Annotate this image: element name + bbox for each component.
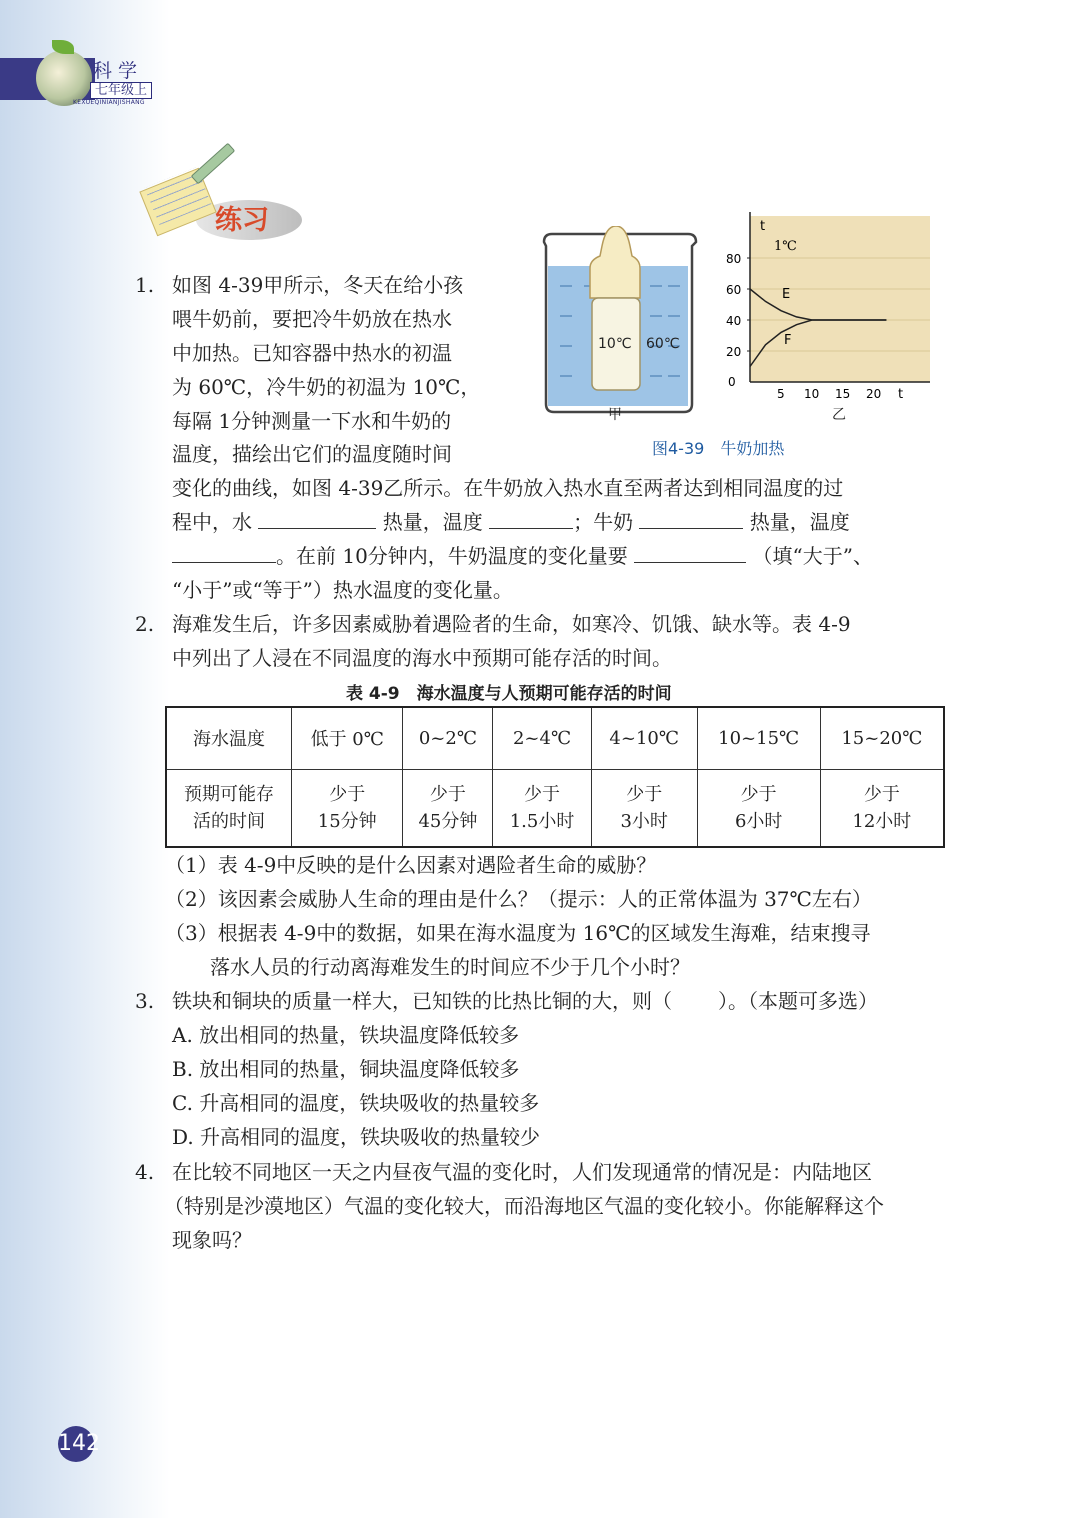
q1-line: 中加热。已知容器中热水的初温: [172, 341, 452, 365]
x-axis-title: t: [898, 387, 904, 402]
x-tick-label: 20: [866, 387, 882, 401]
answer-blank[interactable]: [172, 540, 276, 563]
q1-line-blanks: [172, 539, 873, 573]
table-cell: 0~2℃: [403, 707, 493, 769]
curve-f-label: F: [784, 333, 792, 348]
figure-label-a: 甲: [608, 407, 622, 423]
x-tick-label: 5: [777, 387, 785, 401]
table-cell: [820, 769, 944, 847]
q1-text: ；牛奶: [573, 510, 634, 534]
table-cell: [403, 769, 493, 847]
cell-text: 少于: [740, 783, 777, 805]
cell-text: 少于: [329, 783, 366, 805]
cell-text: 少于: [626, 783, 663, 805]
q2-line: 中列出了人浸在不同温度的海水中预期可能存活的时间。: [172, 646, 672, 670]
header-subject: 科学: [93, 60, 144, 82]
q1-line-blanks: [172, 505, 850, 539]
cell-text: 3小时: [620, 810, 668, 832]
answer-blank[interactable]: [489, 506, 573, 529]
table-cell: 海水温度: [166, 707, 292, 769]
q1-text: 热量，温度: [749, 510, 850, 534]
q1-text: （填“大于”、: [752, 544, 873, 568]
cell-text: 少于: [524, 783, 561, 805]
q4-line: 在比较不同地区一天之内昼夜气温的变化时，人们发现通常的情况是：内陆地区: [172, 1160, 872, 1184]
q2-line: 海难发生后，许多因素威胁着遇险者的生命，如寒冷、饥饿、缺水等。表 4-9: [172, 612, 851, 636]
pencil-icon: [191, 143, 236, 185]
table-cell: 2~4℃: [493, 707, 591, 769]
table-title: 表 4-9 海水温度与人预期可能存活的时间: [346, 684, 672, 704]
table-row: [166, 769, 944, 847]
table-cell: [166, 769, 292, 847]
table-cell: [591, 769, 697, 847]
cell-text: 6小时: [734, 810, 783, 832]
q1-line: 变化的曲线，如图 4-39乙所示。在牛奶放入热水直至两者达到相同温度的过: [172, 476, 844, 500]
q1-line: 喂牛奶前，要把冷牛奶放在热水: [172, 307, 452, 331]
cell-text: 预期可能存: [184, 783, 274, 805]
globe-icon: [36, 50, 92, 106]
y-axis-unit: 1℃: [774, 239, 797, 254]
cell-text: 活的时间: [193, 810, 265, 832]
q3-stem: [172, 984, 878, 1018]
cell-text: 1.5小时: [509, 810, 575, 832]
table-cell: 4~10℃: [591, 707, 697, 769]
cell-text: 少于: [863, 783, 900, 805]
q1-text: 。在前 10分钟内，牛奶温度的变化量要: [276, 544, 628, 568]
x-tick-label: 10: [804, 387, 820, 401]
origin-tick-label: 0: [728, 375, 736, 389]
y-tick-label: 80: [726, 252, 742, 266]
water-temp: 60℃: [646, 336, 680, 352]
q3-text: ）。（本题可多选）: [718, 989, 878, 1013]
q2-number: 2.: [135, 612, 155, 636]
y-tick-label: 20: [726, 345, 742, 359]
q2-subquestion: 落水人员的行动离海难发生的时间应不少于几个小时？: [210, 955, 690, 979]
q3-option-a: A. 放出相同的热量，铁块温度降低较多: [172, 1023, 520, 1047]
q3-option-d: D. 升高相同的温度，铁块吸收的热量较少: [172, 1125, 541, 1149]
survival-table: [165, 706, 945, 848]
q4-line: 现象吗？: [172, 1228, 252, 1252]
bottle-nipple: [590, 226, 640, 298]
y-axis-title: t: [760, 219, 766, 234]
figure-caption: 图4-39 牛奶加热: [652, 439, 785, 458]
cell-text: 12小时: [852, 810, 912, 832]
answer-blank[interactable]: [639, 506, 743, 529]
curve-e-label: E: [782, 287, 791, 302]
figure-label-b: 乙: [832, 407, 846, 423]
q4-number: 4.: [135, 1160, 155, 1184]
answer-blank[interactable]: [634, 540, 746, 563]
table-cell: 10~15℃: [697, 707, 820, 769]
q1-line: 如图 4-39甲所示，冬天在给小孩: [172, 273, 464, 297]
q2-subquestion: （3）根据表 4-9中的数据，如果在海水温度为 16℃的区域发生海难，结束搜寻: [165, 921, 871, 945]
q1-line: 为 60℃，冷牛奶的初温为 10℃，: [172, 375, 481, 399]
q3-option-c: C. 升高相同的温度，铁块吸收的热量较多: [172, 1091, 540, 1115]
q1-line: “小于”或“等于”）热水温度的变化量。: [172, 578, 513, 602]
q3-text: 铁块和铜块的质量一样大，已知铁的比热比铜的大，则（: [172, 989, 672, 1013]
header-pinyin: KEXUEQINIANJISHANG: [73, 99, 145, 106]
temperature-graph: [724, 210, 934, 406]
x-tick-label: 15: [835, 387, 851, 401]
milk-temp: 10℃: [598, 336, 632, 352]
header-grade: 七年级上: [90, 82, 152, 99]
q1-line: 温度，描绘出它们的温度随时间: [172, 442, 452, 466]
beaker-figure: [540, 226, 700, 414]
q4-line: （特别是沙漠地区）气温的变化较大，而沿海地区气温的变化较小。你能解释这个: [164, 1194, 884, 1218]
table-row: [166, 707, 944, 769]
q1-text: 程中，水: [172, 510, 252, 534]
cell-text: 少于: [429, 783, 466, 805]
q1-text: 热量，温度: [382, 510, 483, 534]
q3-number: 3.: [135, 989, 155, 1013]
cell-text: 45分钟: [418, 810, 478, 832]
table-cell: [493, 769, 591, 847]
q1-line: 每隔 1分钟测量一下水和牛奶的: [172, 409, 452, 433]
q2-subquestion: （2）该因素会威胁人生命的理由是什么？（提示：人的正常体温为 37℃左右）: [165, 887, 872, 911]
q2-subquestion: （1）表 4-9中反映的是什么因素对遇险者生命的威胁？: [165, 853, 657, 877]
table-cell: [697, 769, 820, 847]
q1-number: 1.: [135, 273, 155, 297]
table-cell: 低于 0℃: [292, 707, 403, 769]
y-tick-label: 60: [726, 283, 742, 297]
cell-text: 15分钟: [317, 810, 377, 832]
y-tick-label: 40: [726, 314, 742, 328]
table-cell: [292, 769, 403, 847]
q3-option-b: B. 放出相同的热量，铜块温度降低较多: [172, 1057, 520, 1081]
page-number: 142: [58, 1426, 94, 1462]
answer-blank[interactable]: [258, 506, 376, 529]
table-cell: 15~20℃: [820, 707, 944, 769]
exercise-title: 练习: [215, 205, 269, 236]
